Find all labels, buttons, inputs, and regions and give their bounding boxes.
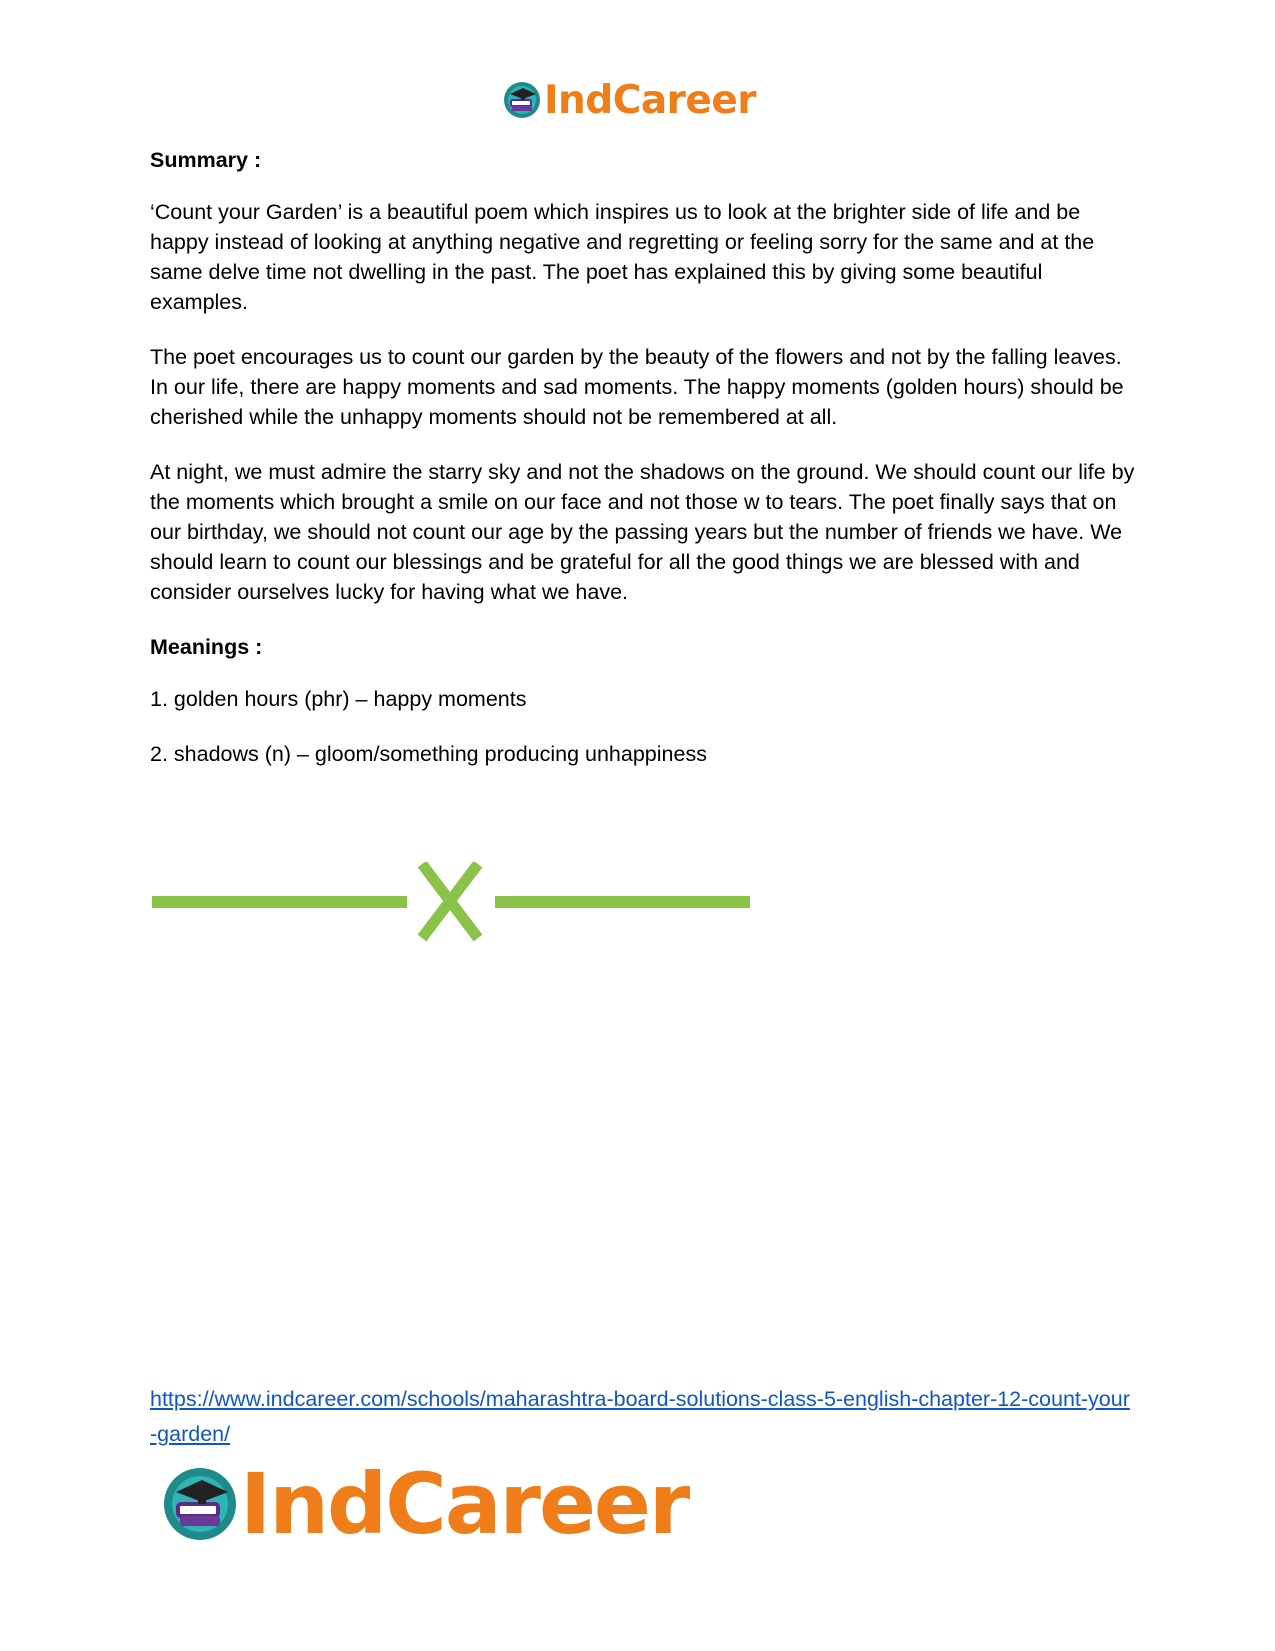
summary-paragraph-2: The poet encourages us to count our garden by the beauty of the flowers and not by the falling leaves. In our life, there are happy moments and sad moments. The happy moments (golden hours) should be cherished while the unhappy moments should not be remembered at all. xyxy=(150,345,1124,429)
footer-logo-text: IndCareer xyxy=(240,1455,689,1553)
divider-line-left xyxy=(152,896,407,908)
summary-paragraph-3: At night, we must admire the starry sky and not the shadows on the ground. We should count our life by the moments which brought a smile on our face and not those w to tears. The poet finally says that on our birthday, we should not count our age by the passing years but the number of friends we have. We should learn to count our blessings and be grateful for all the good things we are blessed with and consider ourselves lucky for having what we have. xyxy=(150,460,1135,604)
x-mark-icon xyxy=(422,864,478,938)
meaning-item-2: 2. shadows (n) – gloom/something producing unhappiness xyxy=(150,742,707,766)
section-divider xyxy=(150,862,750,947)
meaning-item-1: 1. golden hours (phr) – happy moments xyxy=(150,687,527,711)
footer-logo xyxy=(160,1455,689,1553)
summary-paragraph-1: ‘Count your Garden’ is a beautiful poem which inspires us to look at the brighter side of life and be happy instead of looking at anything negative and regretting or feeling sorry for the same and at the same delve time not dwelling in the past. The poet has explained this by giving some beautiful examples. xyxy=(150,200,1095,314)
divider-line-right xyxy=(495,896,750,908)
meanings-heading: Meanings : xyxy=(150,635,263,659)
header-logo xyxy=(502,77,756,123)
header-logo-text: IndCareer xyxy=(544,77,756,123)
source-url-link[interactable]: https://www.indcareer.com/schools/maharashtra-board-solutions-class-5-english-chapter-12-count-your-garden/ xyxy=(150,1387,1130,1446)
divider-graphic xyxy=(150,862,750,942)
document-body xyxy=(150,145,1140,794)
summary-heading: Summary : xyxy=(150,148,262,172)
graduation-book-icon xyxy=(160,1464,240,1544)
graduation-book-icon xyxy=(502,80,542,120)
